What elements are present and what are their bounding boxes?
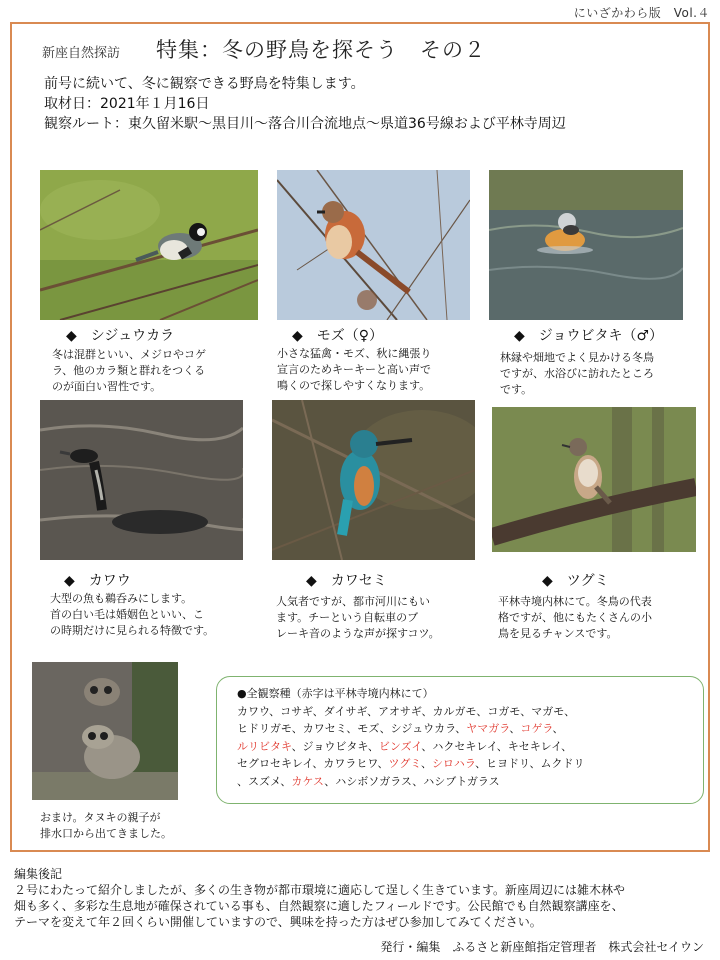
species-highlight: ビンズイ: [378, 739, 422, 753]
bonus-caption: おまけ。タヌキの親子が 排水口から出てきました。: [40, 811, 172, 840]
species-text: 、: [420, 757, 432, 770]
species-list-box: [216, 676, 704, 804]
species-text: 、: [552, 722, 564, 735]
shrike-photo: [277, 170, 470, 320]
bird-desc-redstart: 林縁や畑地でよく見かける冬鳥 ですが、水浴びに訪れたところ です。: [500, 351, 654, 396]
editor-notes: [14, 866, 625, 930]
intro-text: [44, 74, 566, 134]
species-text: セグロセキレイ、カワラヒワ、: [237, 757, 389, 770]
bird-name-redstart: ◆ ジョウビタキ（♂）: [514, 328, 664, 344]
page-title: 特集：冬の野鳥を探そう その２: [156, 38, 486, 62]
editor-line: テーマを変えて年２回くらい開催していますので、興味を持った方はぜひ参加してみてください。: [14, 915, 542, 929]
species-row: [237, 703, 585, 721]
intro-date: 取材日：2021年１月16日: [44, 96, 210, 112]
species-text: 、ハシボソガラス、ハシブトガラス: [324, 774, 500, 788]
bird-name-kingfisher: ◆ カワセミ: [306, 573, 387, 589]
volume-label: にいざかわら版 Vol.４: [573, 6, 710, 20]
editor-heading: 編集後記: [14, 867, 63, 881]
species-highlight: ヤマガラ: [466, 722, 510, 735]
species-heading: ●全観察種（赤字は平林寺境内林にて）: [237, 687, 434, 700]
bird-name-thrush: ◆ ツグミ: [542, 573, 609, 589]
species-row: [237, 720, 585, 738]
bird-desc-cormorant: 大型の魚も鵜呑みにします。 首の白い毛は婚姻色といい、こ の時期だけに見られる特徴です。: [50, 592, 215, 637]
cormorant-photo: [40, 400, 243, 560]
bird-desc-thrush: 平林寺境内林にて。冬鳥の代表 格ですが、他にもたくさんの小 鳥を見るチャンスです。: [498, 595, 652, 640]
section-kicker: 新座自然探訪: [42, 46, 121, 61]
species-text: ヒドリガモ、カワセミ、モズ、シジュウカラ、: [237, 722, 467, 735]
species-text: 、ハクセキレイ、キセキレイ、: [421, 739, 573, 753]
editor-line: 畑も多く、多彩な生息地が確保されている事も、自然観察に適したフィールドです。公民館でも自然観察講座を、: [14, 899, 624, 913]
intro-line: 前号に続いて、冬に観察できる野鳥を特集します。: [44, 76, 365, 92]
species-text: 、ヒヨドリ、ムクドリ: [475, 757, 585, 770]
bird-name-shrike: ◆ モズ（♀）: [292, 328, 384, 344]
species-row: [237, 738, 585, 756]
species-text: 、スズメ、: [237, 774, 292, 788]
species-list: [237, 685, 585, 790]
bird-desc-kingfisher: 人気者ですが、都市河川にもい ます。チーという自転車のブ レーキ音のような声が探すコツ。: [276, 595, 440, 640]
bird-name-great-tit: ◆ シジュウカラ: [66, 328, 175, 344]
species-highlight: ツグミ: [388, 757, 421, 770]
editor-line: ２号にわたって紹介しましたが、多くの生き物が都市環境に適応して逞しく生きています。新座周辺には雑木林や: [14, 883, 626, 897]
species-highlight: シロハラ: [431, 757, 476, 770]
species-highlight: コゲラ: [520, 722, 553, 735]
raccoon-dog-photo: [32, 662, 178, 800]
kingfisher-photo: [272, 400, 475, 560]
species-text: 、ジョウビタキ、: [291, 739, 379, 753]
intro-route: 観察ルート：東久留米駅～黒目川～落合川合流地点～県道36号線および平林寺周辺: [44, 116, 566, 132]
bird-name-cormorant: ◆ カワウ: [64, 573, 131, 589]
species-row: [237, 773, 585, 791]
species-row: [237, 755, 585, 773]
species-highlight: ルリビタキ: [237, 739, 292, 753]
thrush-photo: [492, 407, 696, 552]
species-highlight: カケス: [291, 774, 325, 788]
publisher-credit: 発行・編集 ふるさと新座館指定管理者 株式会社セイウン: [380, 940, 704, 954]
redstart-photo: [489, 170, 683, 320]
species-text: カワウ、コサギ、ダイサギ、アオサギ、カルガモ、コガモ、マガモ、: [237, 704, 576, 718]
bird-desc-shrike: 小さな猛禽・モズ、秋に縄張り 宣言のためキーキーと高い声で 鳴くので探しやすくなります。: [277, 347, 432, 392]
great-tit-photo: [40, 170, 258, 320]
species-text: 、: [509, 722, 521, 735]
bird-desc-great-tit: 冬は混群といい、メジロやコゲ ラ、他のカラ類と群れをつくる のが面白い習性です。: [52, 348, 206, 393]
